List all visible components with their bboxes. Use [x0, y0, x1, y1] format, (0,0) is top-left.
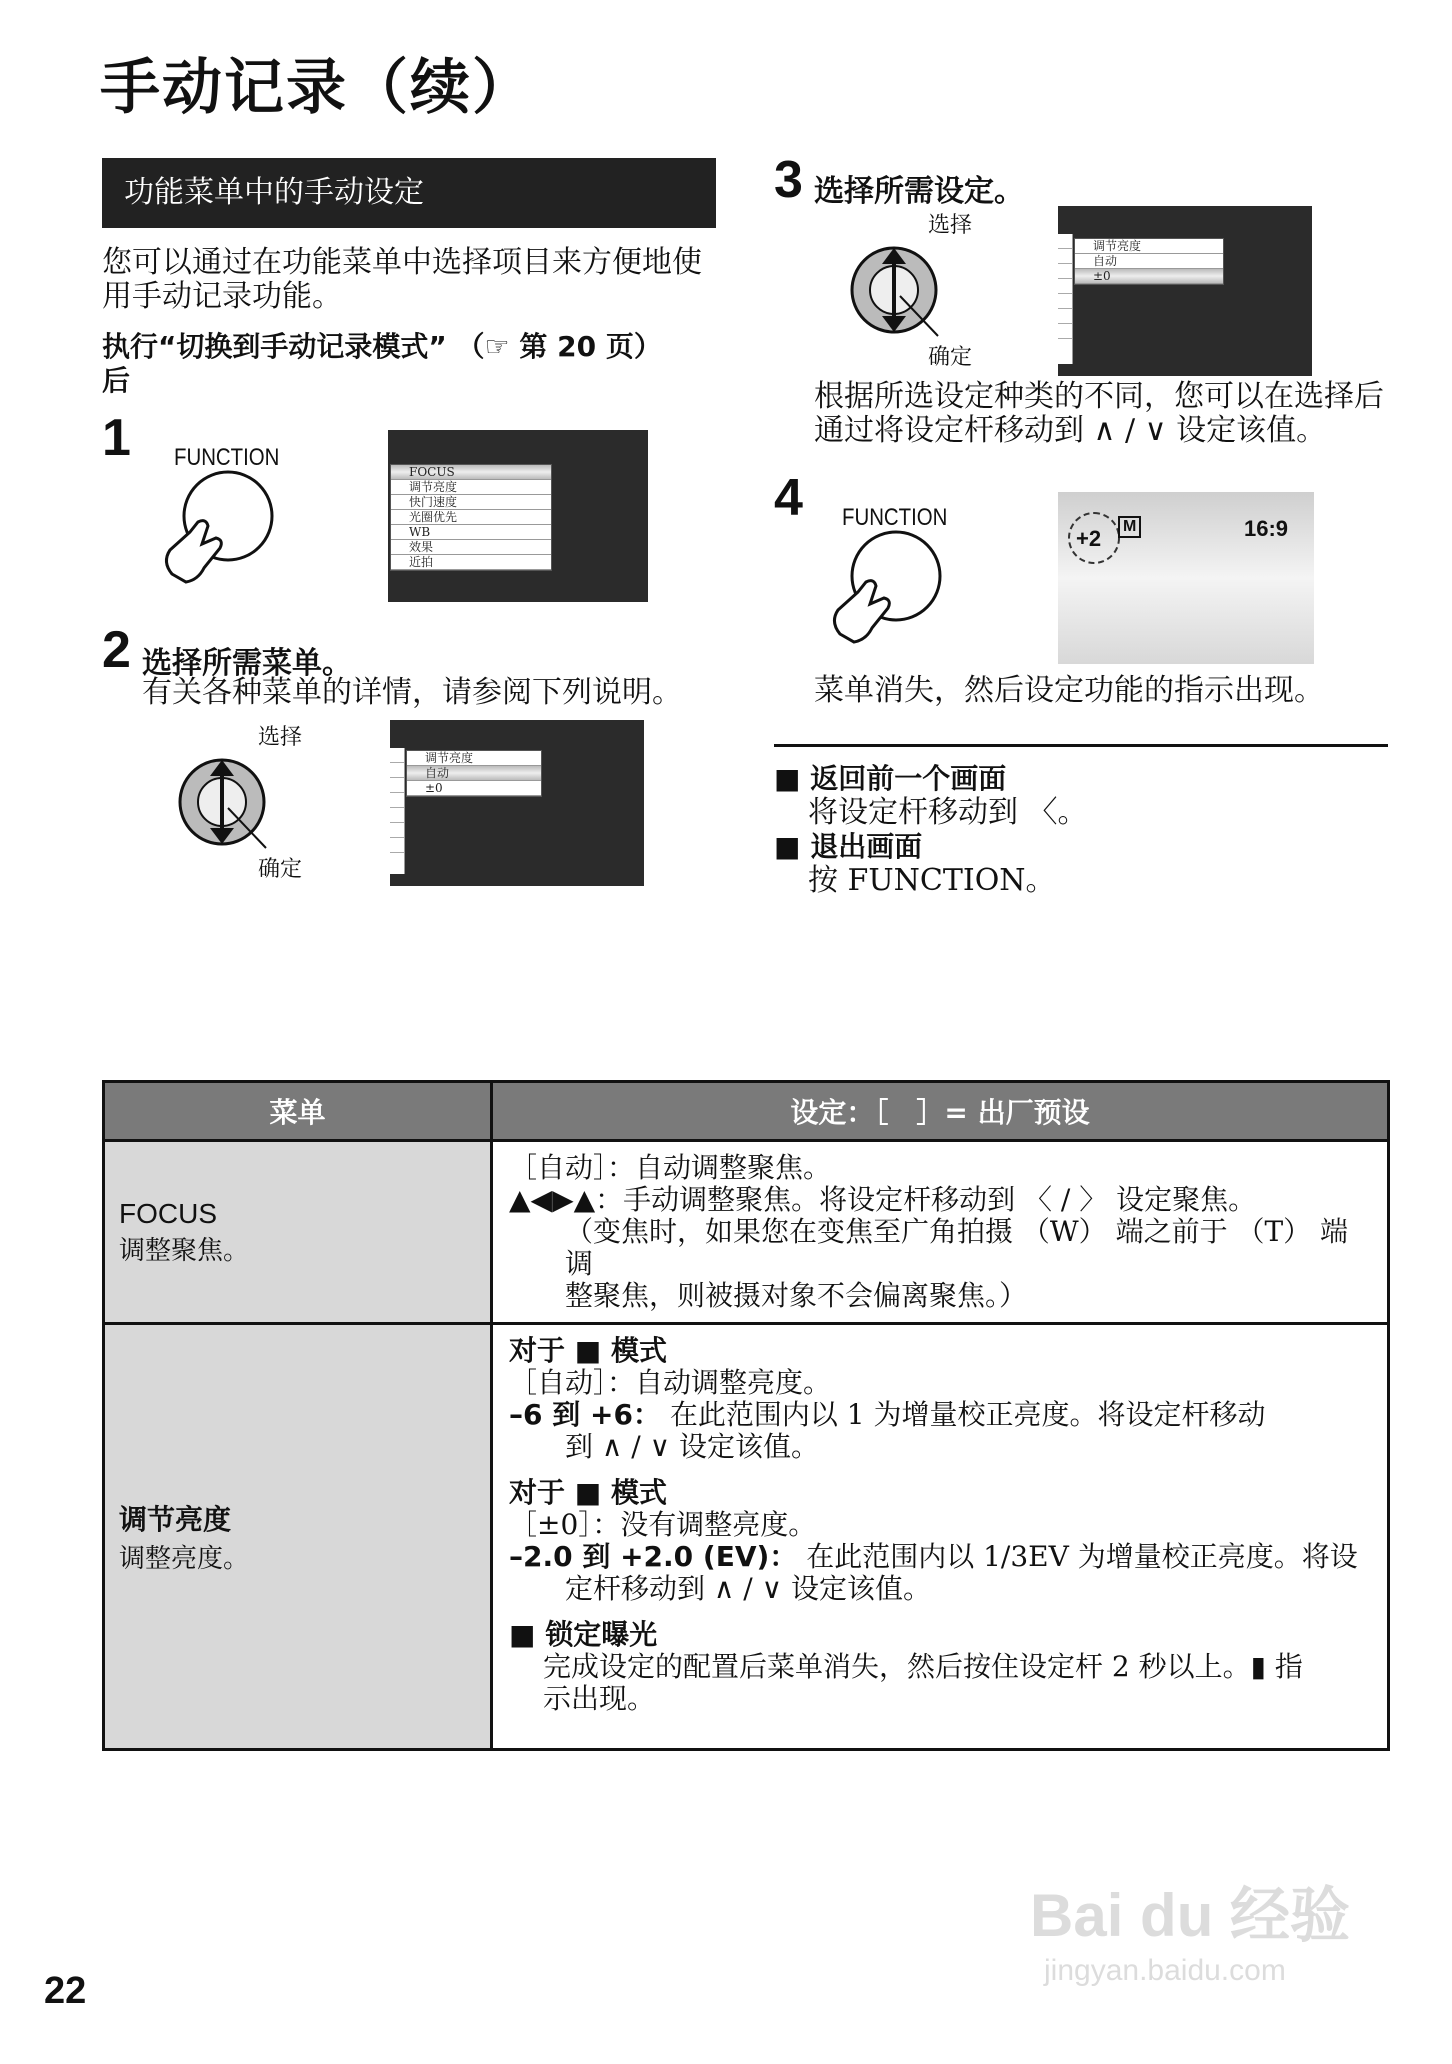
select-label: 选择 [928, 213, 973, 238]
step-4-desc: 菜单消失，然后设定功能的指示出现。 [814, 673, 1324, 708]
manual-mode-icon: M [1118, 516, 1141, 538]
notes [774, 762, 1088, 898]
step-3-number: 3 [774, 151, 803, 209]
row-brightness-menu: 调节亮度 调整亮度。 [104, 1324, 492, 1750]
note-body: 按 FUNCTION。 [808, 863, 1056, 898]
note-title: ■ 返回前一个画面 [774, 762, 1007, 795]
menu-item[interactable]: 效果 [391, 540, 551, 555]
watermark-url: jingyan.baidu.com [1044, 1954, 1286, 1987]
row-focus-menu: FOCUS 调整聚焦。 [104, 1141, 492, 1324]
brightness-setting-menu [1074, 238, 1224, 285]
step2-screen [390, 720, 644, 886]
table-row [104, 1141, 1389, 1324]
function-label: FUNCTION [842, 504, 948, 531]
step-2-desc: 有关各种菜单的详情，请参阅下列说明。 [142, 675, 682, 710]
menu-item[interactable]: 调节亮度 [1075, 239, 1223, 254]
table-header-row [104, 1082, 1389, 1141]
row-brightness-desc: 对于 ■ 模式 ［自动］：自动调整亮度。 –6 到 +6： 在此范围内以 1 为增量校正亮度。将设定杆移动 到 ∧ / ∨ 设定该值。 对于 ■ 模式 ［±0］：没有调整亮度。 –2.0 到 +2.0 (EV)： 在此范围内以 1/3EV 为增量校正亮度。将设 定杆移动到 ∧ / ∨ 设定该值。 ■ 锁定曝光 完成设定的配置后菜单消失，然后按住设定杆 2 秒以上。▮ 指 示出现。 [492, 1324, 1389, 1750]
control-lever-illustration [176, 748, 276, 858]
step4-screen [1058, 492, 1314, 664]
menu-item[interactable]: 近拍 [391, 555, 551, 570]
aspect-ratio: 16:9 [1244, 516, 1289, 541]
function-menu [390, 464, 552, 571]
menu-item[interactable]: 调节亮度 [407, 751, 541, 766]
page-title: 手动记录（续） [100, 53, 534, 123]
prerequisite: 执行“切换到手动记录模式” （☞ 第 20 页） 后 [102, 330, 662, 397]
watermark-brand: Bai du 经验 [1030, 1882, 1351, 1949]
brightness-value: +2 [1076, 526, 1102, 551]
step-3-desc: 根据所选设定种类的不同，您可以在选择后 通过将设定杆移动到 ∧ / ∨ 设定该值。 [814, 379, 1384, 448]
settings-table [102, 1080, 1390, 1751]
menu-item[interactable]: FOCUS [391, 465, 551, 480]
section-header: 功能菜单中的手动设定 [102, 158, 716, 228]
step-4-number: 4 [774, 469, 803, 527]
step1-screen [388, 430, 648, 602]
table-row [104, 1324, 1389, 1750]
note-title: ■ 退出画面 [774, 830, 923, 863]
menu-item[interactable]: 快门速度 [391, 495, 551, 510]
divider [774, 744, 1388, 747]
select-label: 选择 [258, 725, 303, 750]
bullet-icon: ■ [774, 762, 811, 795]
function-button-illustration [150, 470, 290, 590]
menu-item[interactable]: 自动 [407, 766, 541, 781]
menu-item[interactable]: 光圈优先 [391, 510, 551, 525]
function-button-illustration [818, 530, 958, 650]
confirm-label: 确定 [258, 857, 303, 882]
control-lever-illustration [848, 236, 948, 346]
menu-item[interactable]: ±0 [1075, 269, 1223, 284]
row-focus-desc: ［自动］：自动调整聚焦。 ▲◀▶▲：手动调整聚焦。将设定杆移动到 〈 / 〉 设定聚焦。 （变焦时，如果您在变焦至广角拍摄 （W） 端之前于 （T） 端调 整聚焦，则被摄对象不会偏离聚焦。） [492, 1141, 1389, 1324]
intro-text: 您可以通过在功能菜单中选择项目来方便地使 用手动记录功能。 [102, 245, 702, 314]
header-menu: 菜单 [104, 1082, 492, 1141]
step-2-title: 选择所需菜单。 [142, 646, 352, 681]
menu-item[interactable]: WB [391, 525, 551, 540]
step-2-number: 2 [102, 621, 131, 679]
step-1-number: 1 [102, 409, 131, 467]
header-setting: 设定：［ ］= 出厂预设 [492, 1082, 1389, 1141]
menu-item[interactable]: ±0 [407, 781, 541, 796]
watermark [1030, 1868, 1350, 1988]
brightness-menu [406, 750, 542, 797]
step3-screen [1058, 206, 1312, 376]
menu-item[interactable]: 调节亮度 [391, 480, 551, 495]
menu-item[interactable]: 自动 [1075, 254, 1223, 269]
bullet-icon: ■ [774, 830, 811, 863]
page-number: 22 [44, 1970, 87, 2012]
function-label: FUNCTION [174, 444, 280, 471]
note-body: 将设定杆移动到 〈。 [808, 795, 1088, 830]
step-3-title: 选择所需设定。 [814, 174, 1024, 209]
confirm-label: 确定 [928, 345, 973, 370]
